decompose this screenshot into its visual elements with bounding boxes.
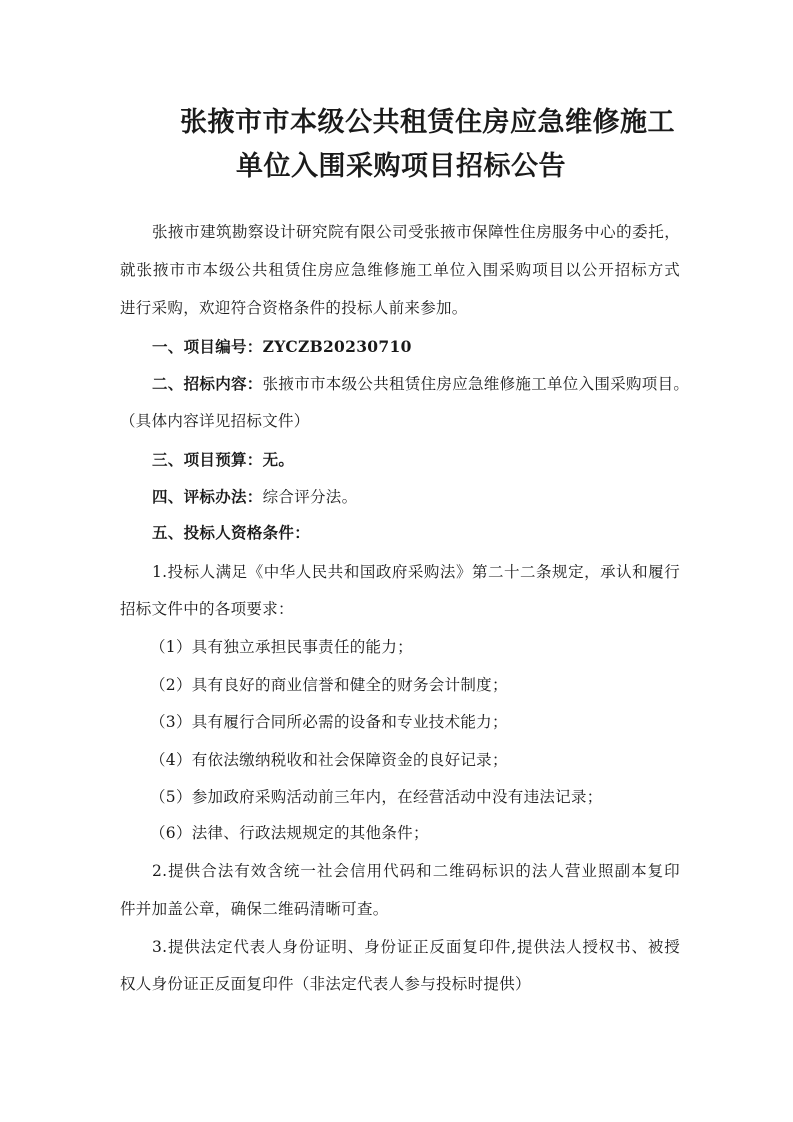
qualification-2-line-2: 件并加盖公章，确保二维码清晰可查。 — [120, 900, 389, 918]
section-budget-label: 三、项目预算： — [152, 450, 263, 469]
qualification-3-line-1: 3.提供法定代表人身份证明、身份证正反面复印件,提供法人授权书、被授 — [152, 938, 680, 956]
qualification-1-line-1: 1.投标人满足《中华人民共和国政府采购法》第二十二条规定，承认和履行 — [152, 563, 680, 581]
section-tender-content-label: 二、招标内容： — [152, 374, 263, 393]
document-title-line-1: 张掖市市本级公共租赁住房应急维修施工 — [180, 107, 675, 138]
section-evaluation-method — [152, 487, 680, 507]
section-budget — [152, 450, 680, 470]
qualification-item-2: （2）具有良好的商业信誉和健全的财务会计制度； — [150, 676, 508, 694]
evaluation-method-value: 综合评分法。 — [262, 488, 358, 506]
document-title-line-2: 单位入围采购项目招标公告 — [236, 151, 566, 182]
qualification-item-4: （4）有依法缴纳税收和社会保障资金的良好记录； — [150, 751, 508, 769]
tender-content-note: （具体内容详见招标文件） — [120, 412, 310, 430]
qualification-3-line-2: 权人身份证正反面复印件（非法定代表人参与投标时提供） — [120, 975, 531, 993]
section-project-number-label: 一、项目编号： — [152, 337, 263, 356]
intro-paragraph-line-1: 张掖市建筑勘察设计研究院有限公司受张掖市保障性住房服务中心的委托， — [152, 223, 680, 241]
section-tender-content — [152, 374, 690, 394]
section-qualifications-heading: 五、投标人资格条件： — [152, 523, 311, 542]
section-project-number — [152, 337, 680, 357]
qualification-2-line-1: 2.提供合法有效含统一社会信用代码和二维码标识的法人营业照副本复印 — [152, 862, 680, 880]
qualification-item-1: （1）具有独立承担民事责任的能力； — [150, 638, 413, 656]
section-evaluation-method-label: 四、评标办法： — [152, 487, 263, 506]
intro-paragraph-line-3: 进行采购，欢迎符合资格条件的投标人前来参加。 — [120, 299, 468, 317]
qualification-item-6: （6）法律、行政法规规定的其他条件； — [150, 824, 429, 842]
qualification-1-line-2: 招标文件中的各项要求： — [120, 600, 294, 618]
intro-paragraph-line-2: 就张掖市市本级公共租赁住房应急维修施工单位入围采购项目以公开招标方式 — [120, 261, 680, 279]
tender-content-value: 张掖市市本级公共租赁住房应急维修施工单位入围采购项目。 — [262, 375, 690, 393]
qualification-item-5: （5）参加政府采购活动前三年内，在经营活动中没有违法记录； — [150, 788, 603, 806]
project-number-value: ZYCZB20230710 — [262, 337, 412, 356]
qualification-item-3: （3）具有履行合同所必需的设备和专业技术能力； — [150, 713, 508, 731]
budget-value: 无。 — [262, 450, 295, 469]
